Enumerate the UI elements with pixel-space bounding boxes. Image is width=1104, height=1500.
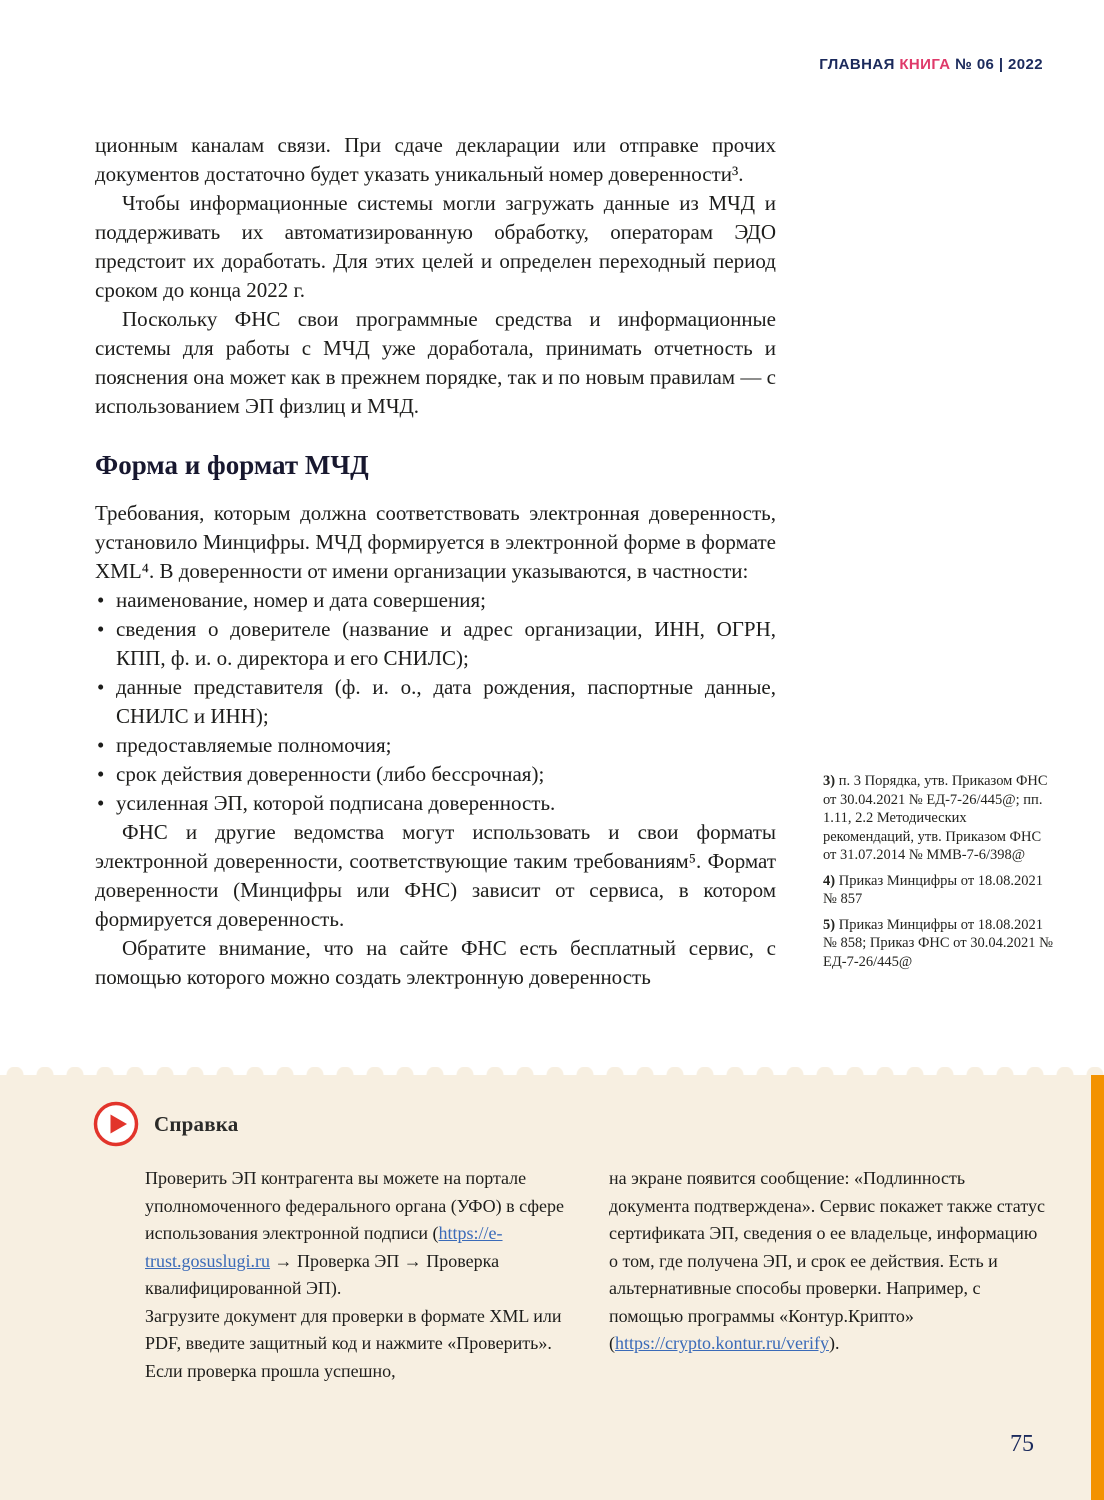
text-run: ). [828, 1333, 840, 1353]
text-run: → Проверка ЭП → Проверка квалифицированной ЭП). [145, 1250, 500, 1298]
scalloped-edge [0, 1067, 1104, 1075]
e-trust-link[interactable]: https://e-trust.gosuslugi.ru [145, 1223, 503, 1271]
list-item: • срок действия доверенности (либо бессрочная); [95, 760, 776, 789]
play-icon [93, 1101, 139, 1147]
spravka-columns [145, 1165, 1050, 1385]
spravka-header [93, 1101, 238, 1147]
paragraph: ФНС и другие ведомства могут использовать и свои форматы электронной доверенности, соответствующие таким требованиям⁵. Формат доверенности (Минцифры или ФНС) зависит от сервиса, в котором формируется доверенность. [95, 820, 776, 931]
paragraph [609, 1165, 1050, 1358]
spravka-title: Справка [154, 1111, 239, 1136]
text-run: на экране появится сообщение: «Подлинность документа подтверждена». Сервис покажет также статус сертификата ЭП, сведения о ее владельце, информацию о том, где получена ЭП, и срок ее действия. Есть и альтернативные способы проверки. Например, с помощью программы «Контур.Крипто» ( [609, 1168, 1045, 1353]
footnotes-sidebar [823, 772, 1053, 978]
paragraph: Требования, которым должна соответствовать электронная доверенность, установило Минцифры. МЧД формируется в электронной форме в формате XML⁴. В доверенности от имени организации указываются, в частности: [95, 501, 776, 583]
footnote-text: п. 3 Порядка, утв. Приказом ФНС от 30.04.2021 № ЕД-7-26/445@; пп. 1.11, 2.2 Методических рекомендаций, утв. Приказом ФНС от 31.07.2014 № ММВ-7-6/398@ [823, 773, 1048, 863]
brand-glavnaya: ГЛАВНАЯ [819, 56, 895, 73]
footnote-number: 5) [823, 916, 836, 933]
list-item: • сведения о доверителе (название и адрес организации, ИНН, ОГРН, КПП, ф. и. о. директора и его СНИЛС); [95, 615, 776, 673]
footnote [823, 772, 1053, 865]
paragraph: Чтобы информационные системы могли загружать данные из МЧД и поддерживать их автоматизированную обработку, операторам ЭДО предстоит их доработать. Для этих целей и определен переходный период сроком до конца 2022 г. [95, 191, 776, 302]
article-body [95, 131, 776, 992]
text-run: Проверить ЭП контрагента вы можете на портале уполномоченного федерального органа (УФО) в сфере использования электронной подписи ( [145, 1168, 564, 1243]
footnote-number: 3) [823, 773, 836, 789]
spravka-box [0, 1075, 1104, 1500]
kontur-crypto-link[interactable]: https://crypto.kontur.ru/verify [615, 1333, 829, 1353]
footnote [823, 872, 1053, 909]
paragraph: Обратите внимание, что на сайте ФНС есть бесплатный сервис, с помощью которого можно создать электронную доверенность [95, 936, 776, 989]
orange-edge-bar [1091, 1075, 1104, 1500]
paragraph: ционным каналам связи. При сдаче декларации или отправке прочих документов достаточно будет указать уникальный номер доверенности³. [95, 133, 776, 186]
paragraph [145, 1165, 586, 1303]
footnote-text: Приказ Минцифры от 18.08.2021 № 857 [823, 872, 1044, 907]
list-item: • данные представителя (ф. и. о., дата рождения, паспортные данные, СНИЛС и ИНН); [95, 673, 776, 731]
page-number: 75 [1010, 1431, 1034, 1457]
paragraph: Загрузите документ для проверки в формате XML или PDF, введите защитный код и нажмите «Проверить». Если проверка прошла успешно, [145, 1305, 562, 1381]
footnote-text: Приказ Минцифры от 18.08.2021 № 858; Приказ ФНС от 30.04.2021 № ЕД-7-26/445@ [823, 916, 1053, 970]
spravka-right-column [609, 1165, 1050, 1385]
page-header [819, 56, 1043, 73]
issue-number: № 06 | 2022 [955, 56, 1043, 73]
list-item: • наименование, номер и дата совершения; [95, 586, 776, 615]
spravka-left-column [145, 1165, 586, 1385]
list-item: • предоставляемые полномочия; [95, 731, 776, 760]
footnote-number: 4) [823, 872, 836, 889]
footnote [823, 916, 1053, 972]
section-heading: Форма и формат МЧД [95, 450, 369, 480]
list-item: • усиленная ЭП, которой подписана доверенность. [95, 789, 776, 818]
paragraph: Поскольку ФНС свои программные средства и информационные системы для работы с МЧД уже доработала, принимать отчетность и пояснения она может как в прежнем порядке, так и по новым правилам — с использованием ЭП физлиц и МЧД. [95, 307, 776, 418]
bullet-list [95, 586, 776, 818]
brand-kniga: КНИГА [899, 56, 951, 73]
